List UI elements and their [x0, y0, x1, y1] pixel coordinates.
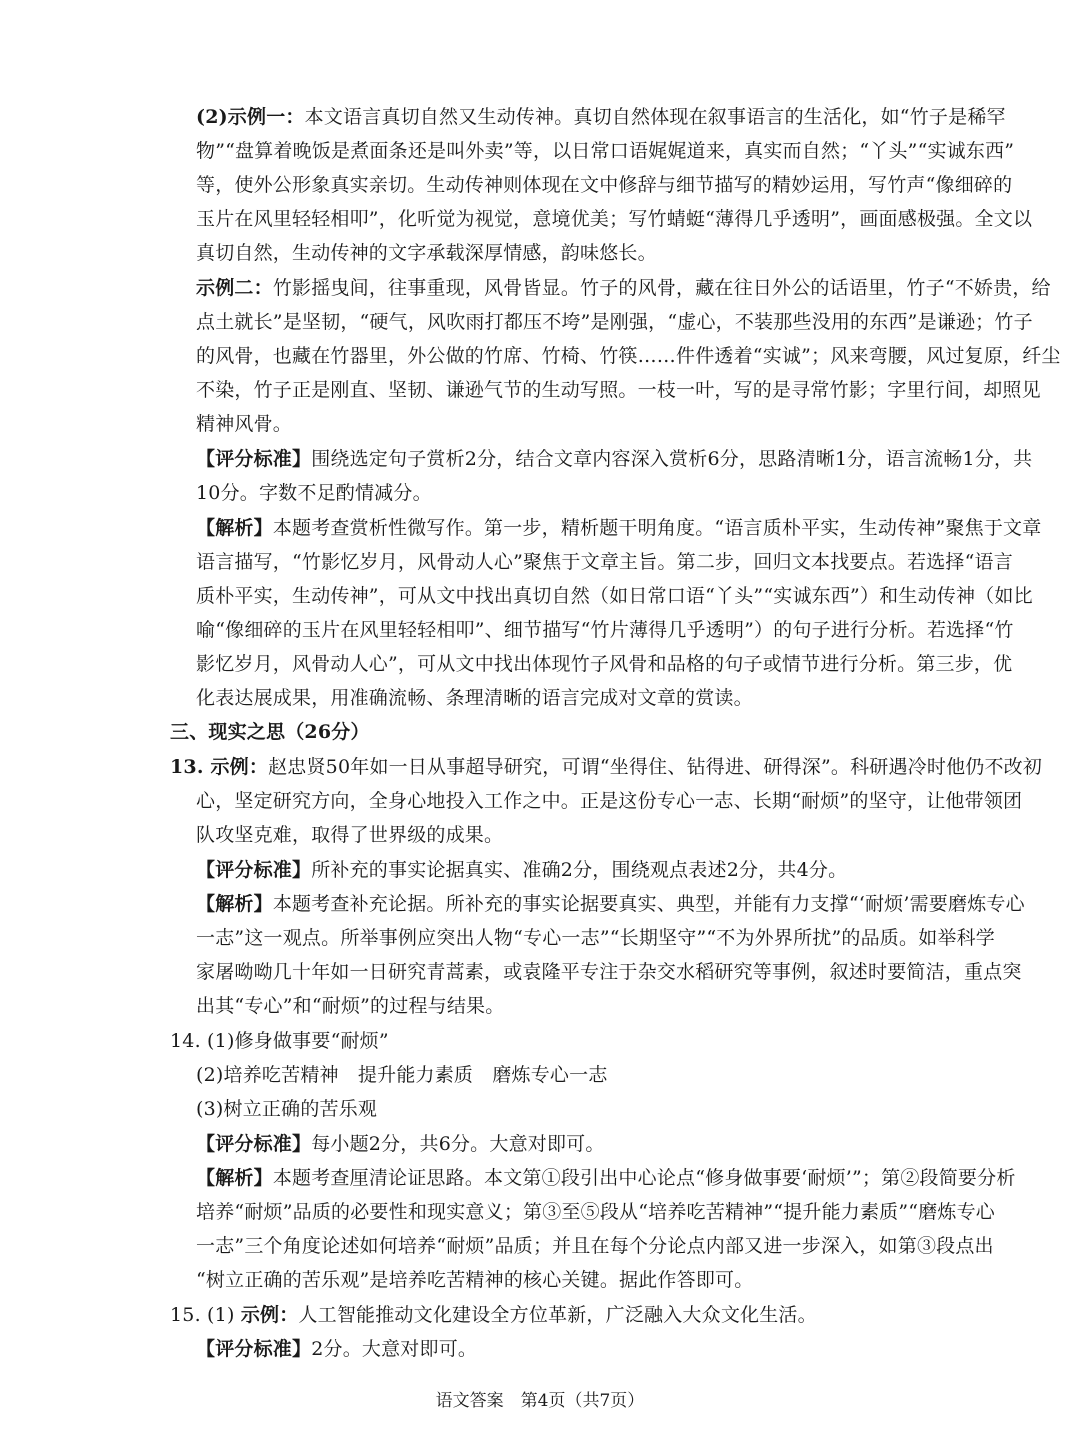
q12-standard-line-2: 10分。字数不足酌情减分。	[196, 482, 432, 504]
q14-analysis-line-1: 【解析】本题考查厘清论证思路。本文第①段引出中心论点“修身做事要‘耐烦’”；第②段简要分析	[196, 1167, 1016, 1189]
q13-label: 13. 示例：	[170, 756, 269, 778]
q12-example-one-line-5: 真切自然，生动传神的文字承载深厚情感，韵味悠长。	[196, 242, 657, 264]
q12-standard-line-1: 【评分标准】围绕选定句子赏析2分，结合文章内容深入赏析6分，思路清晰1分，语言流畅1分，共	[196, 448, 1033, 470]
q14-line-2: (2)培养吃苦精神 提升能力素质 磨炼专心一志	[196, 1064, 608, 1086]
q13-analysis-line-3: 家屠呦呦几十年如一日研究青蒿素，或袁隆平专注于杂交水稻研究等事例，叙述时要简洁，重点突	[196, 961, 1022, 983]
analysis-label: 【解析】	[196, 517, 273, 539]
q12-example-one-line-2: 物”“盘算着晚饭是煮面条还是叫外卖”等，以日常口语娓娓道来，真实而自然；“丫头”“实诚东西”	[196, 140, 1015, 162]
q12-example-one-line-1: (2)示例一：本文语言真切自然又生动传神。真切自然体现在叙事语言的生活化，如“竹子是稀罕	[196, 106, 1006, 128]
q12-example-two-line-1: 示例二：竹影摇曳间，往事重现，风骨皆显。竹子的风骨，藏在往日外公的话语里，竹子“不娇贵，给	[196, 277, 1051, 299]
analysis-label: 【解析】	[196, 893, 273, 915]
q12-analysis-line-1: 【解析】本题考查赏析性微写作。第一步，精析题干明角度。“语言质朴平实，生动传神”聚焦于文章	[196, 517, 1042, 539]
analysis-label: 【解析】	[196, 1167, 273, 1189]
scoring-standard-label: 【评分标准】	[196, 859, 312, 881]
q12-analysis-line-2: 语言描写，“竹影忆岁月，风骨动人心”聚焦于文章主旨。第二步，回归文本找要点。若选择“语言	[196, 551, 1013, 573]
scoring-standard-label: 【评分标准】	[196, 1133, 312, 1155]
q13-line-2: 心，坚定研究方向，全身心地投入工作之中。正是这份专心一志、长期“耐烦”的坚守，让他带领团	[196, 790, 1023, 812]
q12-example-two-line-5: 精神风骨。	[196, 413, 293, 435]
q12-analysis-line-6: 化表达展成果，用准确流畅、条理清晰的语言完成对文章的赏读。	[196, 687, 753, 709]
q12-example-two-line-3: 的风骨，也藏在竹器里，外公做的竹席、竹椅、竹筷……件件透着“实诚”；风来弯腰，风过复原，纤尘	[196, 345, 1061, 367]
q15-standard-line-1: 【评分标准】2分。大意对即可。	[196, 1338, 478, 1360]
scoring-standard-label: 【评分标准】	[196, 448, 312, 470]
page-footer: 语文答案 第4页（共7页）	[435, 1391, 645, 1411]
q14-standard-line-1: 【评分标准】每小题2分，共6分。大意对即可。	[196, 1133, 605, 1155]
q14-line-3: (3)树立正确的苦乐观	[196, 1098, 378, 1120]
q12-analysis-line-5: 影忆岁月，风骨动人心”，可从文中找出体现竹子风骨和品格的句子或情节进行分析。第三步，优	[196, 653, 1013, 675]
q12-analysis-line-3: 质朴平实，生动传神”，可从文中找出真切自然（如日常口语“丫头”“实诚东西”）和生动传神（如比	[196, 585, 1033, 607]
example-two-label: 示例二：	[196, 277, 273, 299]
q14-analysis-line-2: 培养“耐烦”品质的必要性和现实意义；第③至⑤段从“培养吃苦精神”“提升能力素质”“磨炼专心	[196, 1201, 995, 1223]
q15-line-1: 15. (1) 示例：人工智能推动文化建设全方位革新，广泛融入大众文化生活。	[170, 1304, 817, 1326]
q14-analysis-line-4: “树立正确的苦乐观”是培养吃苦精神的核心关键。据此作答即可。	[196, 1269, 754, 1291]
scoring-standard-label: 【评分标准】	[196, 1338, 312, 1360]
q13-analysis-line-2: 一志”这一观点。所举事例应突出人物“专心一志”“长期坚守”“不为外界所扰”的品质。如举科学	[196, 927, 995, 949]
section-heading: 三、现实之思（26分）	[170, 721, 370, 743]
q12-example-one-line-4: 玉片在风里轻轻相叩”，化听觉为视觉，意境优美；写竹蜻蜓“薄得几乎透明”，画面感极强。全文以	[196, 208, 1033, 230]
q13-analysis-line-4: 出其“专心”和“耐烦”的过程与结果。	[196, 995, 505, 1017]
q12-analysis-line-4: 喻“像细碎的玉片在风里轻轻相叩”、细节描写“竹片薄得几乎透明”）的句子进行分析。若选择“竹	[196, 619, 1014, 641]
q12-example-two-line-4: 不染，竹子正是刚直、坚韧、谦逊气节的生动写照。一枝一叶，写的是寻常竹影；字里行间，却照见	[196, 379, 1041, 401]
q13-line-1: 13. 示例：赵忠贤50年如一日从事超导研究，可谓“坐得住、钻得进、研得深”。科研遇冷时他仍不改初	[170, 756, 1043, 778]
example-one-label: (2)示例一：	[196, 106, 305, 128]
q13-standard-line-1: 【评分标准】所补充的事实论据真实、准确2分，围绕观点表述2分，共4分。	[196, 859, 848, 881]
q14-analysis-line-3: 一志”三个角度论述如何培养“耐烦”品质；并且在每个分论点内部又进一步深入，如第③段点出	[196, 1235, 994, 1257]
q14-line-1: 14. (1)修身做事要“耐烦”	[170, 1030, 389, 1052]
q13-line-3: 队攻坚克难，取得了世界级的成果。	[196, 824, 504, 846]
q13-analysis-line-1: 【解析】本题考查补充论据。所补充的事实论据要真实、典型，并能有力支撑“‘耐烦’需要磨炼专心	[196, 893, 1025, 915]
q15-label: 示例：	[240, 1304, 299, 1326]
q12-example-one-line-3: 等，使外公形象真实亲切。生动传神则体现在文中修辞与细节描写的精妙运用，写竹声“像细碎的	[196, 174, 1013, 196]
q12-example-two-line-2: 点土就长”是坚韧，“硬气，风吹雨打都压不垮”是刚强，“虚心，不装那些没用的东西”是谦逊；竹子	[196, 311, 1033, 333]
